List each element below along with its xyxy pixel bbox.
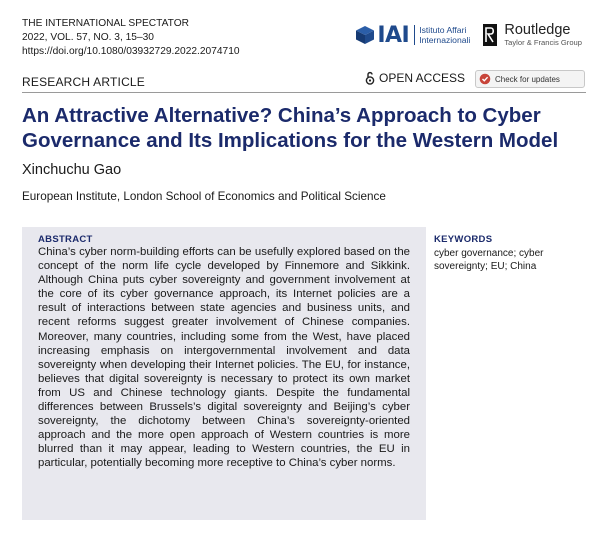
header-divider [22, 92, 586, 93]
journal-citation: 2022, VOL. 57, NO. 3, 15–30 [22, 32, 154, 44]
update-icon [479, 73, 491, 85]
iai-logo [355, 23, 470, 48]
check-for-updates-button[interactable] [475, 70, 585, 88]
open-access-label: OPEN ACCESS [379, 71, 466, 85]
iai-line2: Internazionali [419, 35, 471, 45]
routledge-text [504, 22, 582, 48]
routledge-logo [482, 22, 582, 48]
publisher-logos [355, 22, 582, 48]
routledge-name: Routledge [504, 22, 571, 38]
iai-text [414, 25, 470, 45]
keywords-heading: KEYWORDS [434, 234, 493, 245]
iai-line1: Istituto Affari [419, 25, 467, 35]
article-title: An Attractive Alternative? China’s Approach to Cyber Governance and Its Implications for the Western Model [22, 104, 559, 152]
doi-link[interactable]: https://doi.org/10.1080/03932729.2022.2074710 [22, 46, 240, 58]
iai-mark: IAI [377, 22, 410, 48]
journal-name: THE INTERNATIONAL SPECTATOR [22, 18, 189, 29]
keywords-text: cyber governance; cyber sovereignty; EU; China [434, 248, 544, 272]
open-lock-icon [365, 71, 375, 85]
abstract-box [22, 227, 426, 520]
journal-meta [22, 17, 240, 60]
abstract-text: China’s cyber norm-building efforts can be usefully explored based on the concept of the norm life cycle developed by Finnemore and Sikkink. Although China puts cyber sovereignty and government involvement at the core of its cyber governance approach, its Internet policies are a result of interactions between state agencies and business units, and recent reforms suggest greater involvement of Chinese companies. Moreover, many countries, including some from the West, have placed increasing emphasis on intergovernmental involvement and data sovereignty when developing their Internet policies. The EU, for instance, believes that digital sovereignty is necessary to protect its own market from US and Chinese technology giants. Despite the fundamental differences between Brussels’s digital sovereignty and Beijing’s cyber sovereignty, the dichotomy between China’s sovereignty-oriented approach and the more open approach of Western countries is more blurred than it may appear, leading to Western countries, the EU in particular, potentially becoming more receptive to China’s cyber norms. [38, 246, 410, 470]
keywords-section [434, 234, 594, 273]
abstract-heading: ABSTRACT [38, 234, 93, 245]
author-name: Xinchuchu Gao [22, 162, 122, 178]
routledge-subtitle: Taylor & Francis Group [504, 38, 582, 47]
check-for-updates-label: Check for updates [495, 74, 560, 84]
author-affiliation: European Institute, London School of Economics and Political Science [22, 190, 386, 203]
iai-cube-icon [355, 25, 375, 45]
open-access-badge [365, 71, 465, 85]
routledge-emblem-icon [482, 23, 498, 47]
article-type: RESEARCH ARTICLE [22, 75, 146, 89]
